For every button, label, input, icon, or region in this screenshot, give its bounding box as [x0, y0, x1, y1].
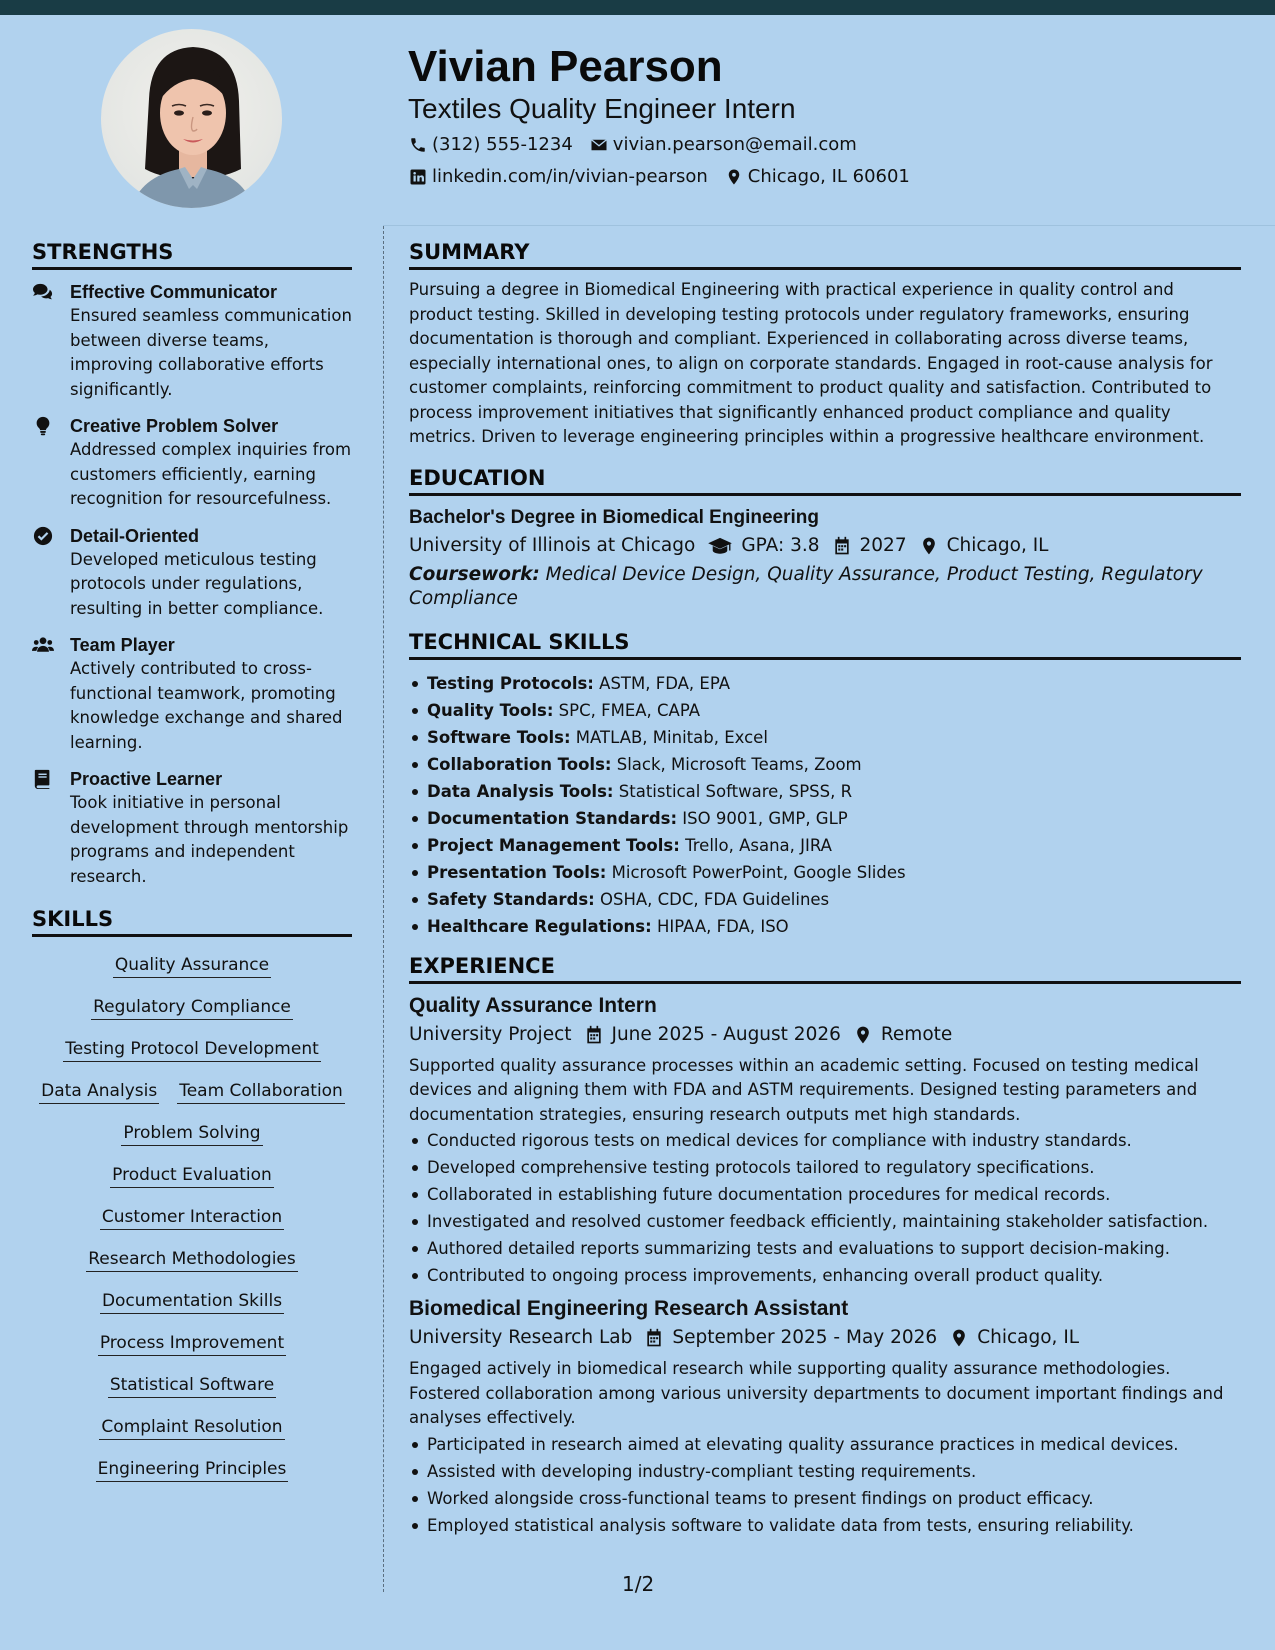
skill-value: SPC, FMEA, CAPA [558, 700, 701, 720]
skill-label: Healthcare Regulations: [427, 916, 652, 936]
skill-label: Safety Standards: [427, 889, 595, 909]
job-title: Quality Assurance Intern [409, 993, 657, 1017]
job-org: University Research Lab [409, 1327, 633, 1348]
calendar-icon [832, 536, 852, 556]
skill-chip: Data Analysis [39, 1079, 159, 1104]
contact-row-2 [408, 166, 910, 187]
skills-list [32, 947, 352, 1495]
list-item [409, 670, 1241, 697]
skill-chip: Quality Assurance [113, 953, 271, 978]
strength-item [32, 524, 352, 622]
list-item [409, 913, 1241, 940]
list-item: Collaborated in establishing future documentation procedures for medical records. [409, 1181, 1241, 1208]
job-location: Chicago, IL [977, 1327, 1080, 1348]
strength-title: Proactive Learner [70, 769, 223, 789]
education-location: Chicago, IL [946, 534, 1049, 556]
list-item [409, 832, 1241, 859]
skill-value: MATLAB, Minitab, Excel [575, 727, 768, 747]
skill-label: Collaboration Tools: [427, 754, 612, 774]
job-bullets [409, 1127, 1241, 1289]
skill-value: ISO 9001, GMP, GLP [682, 808, 848, 828]
strength-title: Detail-Oriented [70, 525, 200, 546]
job-entry [409, 992, 1241, 1290]
location-text: Chicago, IL 60601 [747, 166, 910, 187]
skill-chip: Testing Protocol Development [63, 1037, 321, 1062]
page-number: 1/2 [622, 1572, 655, 1596]
job-description: Supported quality assurance processes within an academic setting. Focused on testing medical devices and aligning them with FDA and ASTM requirements. Designed testing parameters and documentation strategies, ensuring research outputs met high standards. [409, 1055, 1199, 1124]
column-divider [383, 226, 384, 1592]
book-icon [32, 767, 70, 889]
skill-chip: Team Collaboration [177, 1079, 345, 1104]
skill-label: Data Analysis Tools: [427, 781, 614, 801]
email-contact[interactable] [589, 134, 857, 155]
gpa-text: GPA: 3.8 [741, 534, 820, 556]
list-item [409, 778, 1241, 805]
strength-description: Developed meticulous testing protocols under regulations, resulting in better compliance. [70, 549, 324, 618]
skill-label: Testing Protocols: [427, 673, 594, 693]
education-heading: EDUCATION [409, 466, 1241, 496]
skill-chip: Statistical Software [108, 1373, 276, 1398]
comments-icon [32, 280, 70, 402]
strength-description: Actively contributed to cross-functional teamwork, promoting knowledge exchange and shared learning. [70, 659, 343, 752]
candidate-role: Textiles Quality Engineer Intern [408, 93, 796, 124]
candidate-name: Vivian Pearson [408, 42, 723, 91]
left-column [32, 240, 352, 1495]
summary-heading: SUMMARY [409, 240, 1241, 270]
envelope-icon [589, 135, 609, 155]
list-item [409, 724, 1241, 751]
coursework [409, 563, 1241, 612]
list-item: Conducted rigorous tests on medical devices for compliance with industry standards. [409, 1127, 1241, 1154]
skill-label: Documentation Standards: [427, 808, 678, 828]
profile-photo [101, 29, 282, 208]
coursework-label: Coursework: [409, 563, 540, 585]
list-item: Assisted with developing industry-compliant testing requirements. [409, 1458, 1241, 1485]
job-dates: June 2025 - August 2026 [611, 1023, 841, 1045]
skill-chip: Complaint Resolution [99, 1415, 284, 1440]
strength-item [32, 767, 352, 889]
experience-heading: EXPERIENCE [409, 954, 1241, 984]
list-item: Worked alongside cross-functional teams to present findings on product efficacy. [409, 1485, 1241, 1512]
education-meta [409, 531, 1241, 561]
skill-label: Presentation Tools: [427, 862, 607, 882]
map-marker-icon [853, 1025, 873, 1045]
list-item: Contributed to ongoing process improvements, enhancing overall product quality. [409, 1262, 1241, 1289]
strength-item [32, 633, 352, 755]
skill-value: OSHA, CDC, FDA Guidelines [600, 889, 830, 909]
list-item: Employed statistical analysis software to validate data from tests, ensuring reliability. [409, 1512, 1241, 1539]
list-item [409, 697, 1241, 724]
skill-chip: Regulatory Compliance [91, 995, 293, 1020]
skill-label: Quality Tools: [427, 700, 554, 720]
graduation-year: 2027 [859, 534, 907, 556]
phone-contact[interactable] [408, 134, 573, 155]
strengths-heading: STRENGTHS [32, 240, 352, 270]
skill-label: Project Management Tools: [427, 835, 680, 855]
strength-title: Creative Problem Solver [70, 416, 279, 436]
phone-icon [408, 135, 428, 155]
skills-section [32, 907, 352, 1495]
skill-label: Software Tools: [427, 727, 571, 747]
lightbulb-icon [32, 414, 70, 512]
technical-skills-heading: TECHNICAL SKILLS [409, 630, 1241, 660]
header-divider [383, 225, 1275, 226]
summary-text: Pursuing a degree in Biomedical Engineering with practical experience in quality control and product testing. Skilled in developing testing protocols under regulatory frameworks, ensuring documentation is thorough and compliant. Experienced in collaborating across diverse teams, especially international ones, to align on corporate standards. Engaged in root-cause analysis for customer complaints, reinforcing commitment to product quality and satisfaction. Contributed to process improvement initiatives that significantly enhanced product compliance and quality metrics. Driven to leverage engineering principles within a progressive healthcare environment. [409, 280, 1213, 446]
job-location: Remote [880, 1023, 953, 1045]
job-dates: September 2025 - May 2026 [672, 1327, 938, 1348]
strength-description: Ensured seamless communication between diverse teams, improving collaborative efforts significantly. [70, 306, 352, 399]
job-meta [409, 1323, 1241, 1353]
map-marker-icon [724, 167, 744, 187]
calendar-icon [584, 1025, 604, 1045]
strength-item [32, 280, 352, 402]
location-contact [724, 166, 910, 187]
strength-title: Team Player [70, 635, 175, 655]
map-marker-icon [949, 1328, 969, 1348]
graduation-cap-icon [707, 536, 733, 556]
right-column [409, 240, 1241, 1539]
skill-chip: Product Evaluation [110, 1163, 274, 1188]
skill-chip: Customer Interaction [100, 1205, 284, 1230]
calendar-icon [644, 1328, 664, 1348]
list-item: Authored detailed reports summarizing tests and evaluations to support decision-making. [409, 1235, 1241, 1262]
coursework-list: Medical Device Design, Quality Assurance, Product Testing, Regulatory Compliance [409, 563, 1203, 609]
list-item [409, 859, 1241, 886]
skill-chip: Engineering Principles [96, 1457, 289, 1482]
skill-chip: Research Methodologies [86, 1247, 298, 1272]
skill-value: ASTM, FDA, EPA [599, 673, 731, 693]
job-bullets [409, 1431, 1241, 1539]
email-text: vivian.pearson@email.com [612, 134, 857, 155]
strength-description: Took initiative in personal development through mentorship programs and independent research. [70, 793, 349, 886]
degree-title: Bachelor's Degree in Biomedical Engineering [409, 506, 819, 528]
job-description: Engaged actively in biomedical research while supporting quality assurance methodologies. Fostered collaboration among various university departments to document important findings and analyses effectively. [409, 1359, 1224, 1427]
skill-value: Trello, Asana, JIRA [685, 835, 832, 855]
list-item: Investigated and resolved customer feedback efficiently, maintaining stakeholder satisfaction. [409, 1208, 1241, 1235]
job-org: University Project [409, 1023, 572, 1045]
users-icon [32, 633, 70, 755]
job-entry [409, 1295, 1241, 1539]
top-bar [0, 0, 1275, 15]
skill-chip: Documentation Skills [100, 1289, 284, 1314]
phone-text: (312) 555-1234 [432, 134, 573, 155]
linkedin-text: linkedin.com/in/vivian-pearson [432, 166, 708, 187]
skill-value: Slack, Microsoft Teams, Zoom [616, 754, 862, 774]
skill-chip: Problem Solving [121, 1121, 262, 1146]
skill-value: Microsoft PowerPoint, Google Slides [611, 862, 906, 882]
technical-skills-list [409, 670, 1241, 940]
check-circle-icon [32, 524, 70, 622]
list-item [409, 805, 1241, 832]
strength-item [32, 414, 352, 512]
contact-row-1 [408, 134, 857, 155]
linkedin-contact[interactable] [408, 166, 708, 187]
list-item: Participated in research aimed at elevating quality assurance practices in medical devices. [409, 1431, 1241, 1458]
strength-title: Effective Communicator [70, 282, 278, 302]
skill-value: HIPAA, FDA, ISO [656, 916, 789, 936]
skills-heading: SKILLS [32, 907, 352, 937]
list-item: Developed comprehensive testing protocols tailored to regulatory specifications. [409, 1154, 1241, 1181]
list-item [409, 751, 1241, 778]
skill-value: Statistical Software, SPSS, R [618, 781, 853, 801]
list-item [409, 886, 1241, 913]
job-title: Biomedical Engineering Research Assistant [409, 1297, 849, 1320]
linkedin-icon [408, 167, 428, 187]
skill-chip: Process Improvement [98, 1331, 286, 1356]
strength-description: Addressed complex inquiries from customers efficiently, earning recognition for resourcefulness. [70, 440, 352, 508]
map-marker-icon [919, 536, 939, 556]
school-name: University of Illinois at Chicago [409, 534, 696, 556]
job-meta [409, 1020, 1241, 1050]
